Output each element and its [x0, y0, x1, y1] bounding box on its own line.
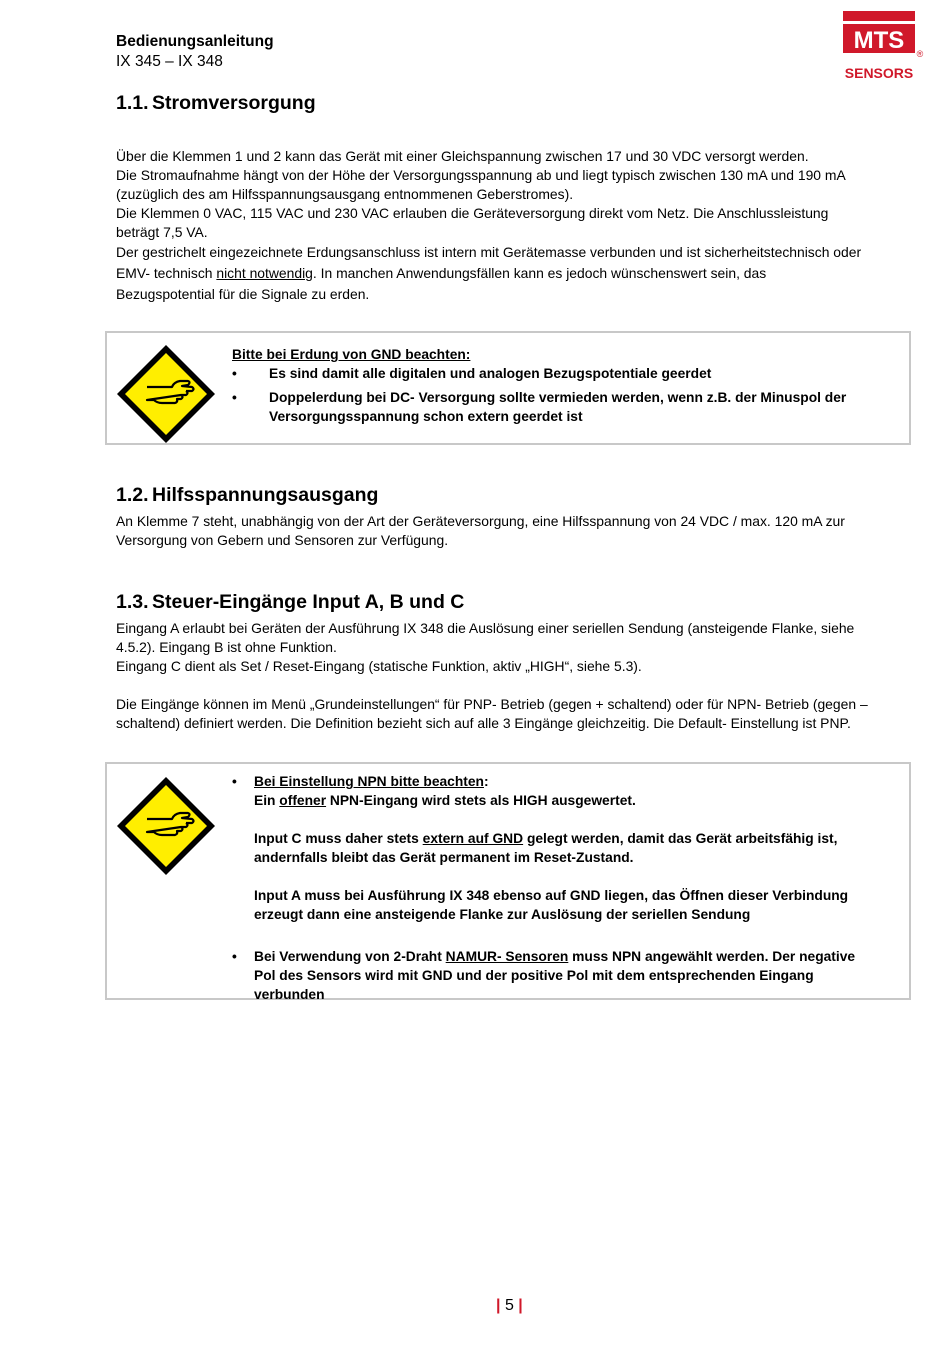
- text-run: Der gestrichelt eingezeichnete Erdungsanschluss ist intern mit Gerätemasse verbunden und ist sicherheitstechnisch oder EMV- technisch: [116, 244, 862, 281]
- document-title: Bedienungsanleitung: [116, 33, 274, 50]
- section-1-1-body: [116, 147, 868, 305]
- note-item-text: Doppelerdung bei DC- Versorgung sollte vermieden werden, wenn z.B. der Minuspol der Versorgungsspannung schon extern geerdet ist: [269, 390, 847, 424]
- note-list-item: [232, 772, 872, 924]
- section-1-3-body: [116, 619, 868, 733]
- logo-brand: MTS: [853, 27, 905, 54]
- note-list-item: [232, 947, 872, 1004]
- page-number-bar-left: |: [496, 1297, 501, 1314]
- document-subtitle: IX 345 – IX 348: [116, 53, 223, 70]
- section-heading-1-3: [116, 590, 464, 614]
- note-box-grounding: [105, 331, 911, 445]
- paragraph: Eingang C dient als Set / Reset-Eingang (statische Funktion, aktiv „HIGH“, siehe 5.3).: [116, 658, 642, 674]
- hand-pointer-warning-icon: [116, 776, 216, 876]
- text-run: NPN-Eingang wird stets als HIGH ausgewertet.: [326, 793, 636, 808]
- logo-tagline: SENSORS: [844, 65, 914, 81]
- text-run: Input C muss daher stets: [254, 831, 423, 846]
- note-heading: Bei Einstellung NPN bitte beachten: [254, 774, 484, 789]
- section-heading-1-1: [116, 91, 316, 115]
- section-title: Stromversorgung: [152, 92, 316, 114]
- note-item-heading-line: [254, 772, 872, 791]
- text-run: muss NPN angewählt werden. Der negative Pol des Sensors wird mit GND und der positive Pol mit dem entsprechenden Eingang verbunden: [254, 949, 856, 1002]
- text-run: . In manchen Anwendungsfällen kann es jedoch wünschenswert sein, das Bezugspotential für die Signale zu erden.: [116, 265, 767, 302]
- bullet: •: [232, 366, 237, 381]
- paragraph: Die Stromaufnahme hängt von der Höhe der Versorgungsspannung ab und liegt typisch zwischen 130 mA und 190 mA (zuzüglich des am Hilfsspannungsausgang entnommenen Geberstromes).: [116, 167, 845, 202]
- note-content: [232, 345, 872, 426]
- paragraph: An Klemme 7 steht, unabhängig von der Art der Geräteversorgung, eine Hilfsspannung von 24 VDC / max. 120 mA zur Versorgung von Gebern und Sensoren zur Verfügung.: [116, 513, 845, 548]
- page-number: [496, 1296, 523, 1316]
- note-box-npn: [105, 762, 911, 1000]
- section-title: Hilfsspannungsausgang: [152, 484, 379, 506]
- bullet: •: [232, 390, 237, 405]
- section-heading-1-2: [116, 483, 378, 507]
- underlined-text: offener: [279, 793, 327, 808]
- page-number-bar-right: |: [518, 1297, 523, 1314]
- underlined-text: extern auf GND: [422, 831, 524, 846]
- underlined-text: NAMUR- Sensoren: [445, 949, 569, 964]
- page-number-value: 5: [504, 1297, 514, 1314]
- bullet: •: [232, 774, 237, 789]
- document-header: [116, 32, 816, 72]
- note-item-paragraph: Input A muss bei Ausführung IX 348 ebenso auf GND liegen, das Öffnen dieser Verbindung erzeugt dann eine ansteigende Flanke zur Auslösung der seriellen Sendung: [254, 888, 849, 922]
- paragraph: Die Klemmen 0 VAC, 115 VAC und 230 VAC erlauben die Geräteversorgung direkt vom Netz. Die Anschlussleistung beträgt 7,5 VA.: [116, 205, 829, 240]
- section-number: 1.3.: [116, 591, 149, 613]
- text-run: Ein: [254, 793, 280, 808]
- note-list-item: [232, 364, 872, 383]
- note-item-paragraph: [254, 829, 872, 867]
- paragraph: Eingang A erlaubt bei Geräten der Ausführung IX 348 die Auslösung einer seriellen Sendung (ansteigende Flanke, siehe 4.5.2). Eingang B ist ohne Funktion.: [116, 620, 855, 655]
- paragraph: [116, 242, 868, 305]
- note-item-line: [254, 791, 872, 810]
- logo-registered: ®: [916, 49, 924, 59]
- bullet: •: [232, 949, 237, 964]
- hand-pointer-warning-icon: [116, 344, 216, 444]
- mts-sensors-logo: [843, 11, 925, 83]
- note-heading: Bitte bei Erdung von GND beachten:: [232, 347, 471, 362]
- section-number: 1.1.: [116, 92, 149, 114]
- note-item-text: Es sind damit alle digitalen und analogen Bezugspotentiale geerdet: [269, 366, 712, 381]
- text-run: Bei Verwendung von 2-Draht: [254, 949, 446, 964]
- section-title: Steuer-Eingänge Input A, B und C: [152, 591, 465, 613]
- section-1-2-body: [116, 512, 868, 550]
- text-run: gelegt werden, damit das Gerät arbeitsfähig ist, andernfalls bleibt das Gerät permanent im Reset-Zustand.: [254, 831, 838, 865]
- text-run: :: [483, 774, 489, 789]
- note-content: [232, 772, 872, 1004]
- paragraph: Über die Klemmen 1 und 2 kann das Gerät mit einer Gleichspannung zwischen 17 und 30 VDC versorgt werden.: [116, 148, 809, 164]
- note-list-item: [232, 388, 872, 426]
- section-number: 1.2.: [116, 484, 149, 506]
- underlined-text: nicht notwendig: [216, 265, 313, 281]
- note-item-paragraph: [254, 947, 872, 1004]
- paragraph: Die Eingänge können im Menü „Grundeinstellungen“ für PNP- Betrieb (gegen + schaltend) oder für NPN- Betrieb (gegen – schaltend) definiert werden. Die Definition bezieht sich auf alle 3 Eingänge gleichzeitig. Die Default- Einstellung ist PNP.: [116, 696, 868, 731]
